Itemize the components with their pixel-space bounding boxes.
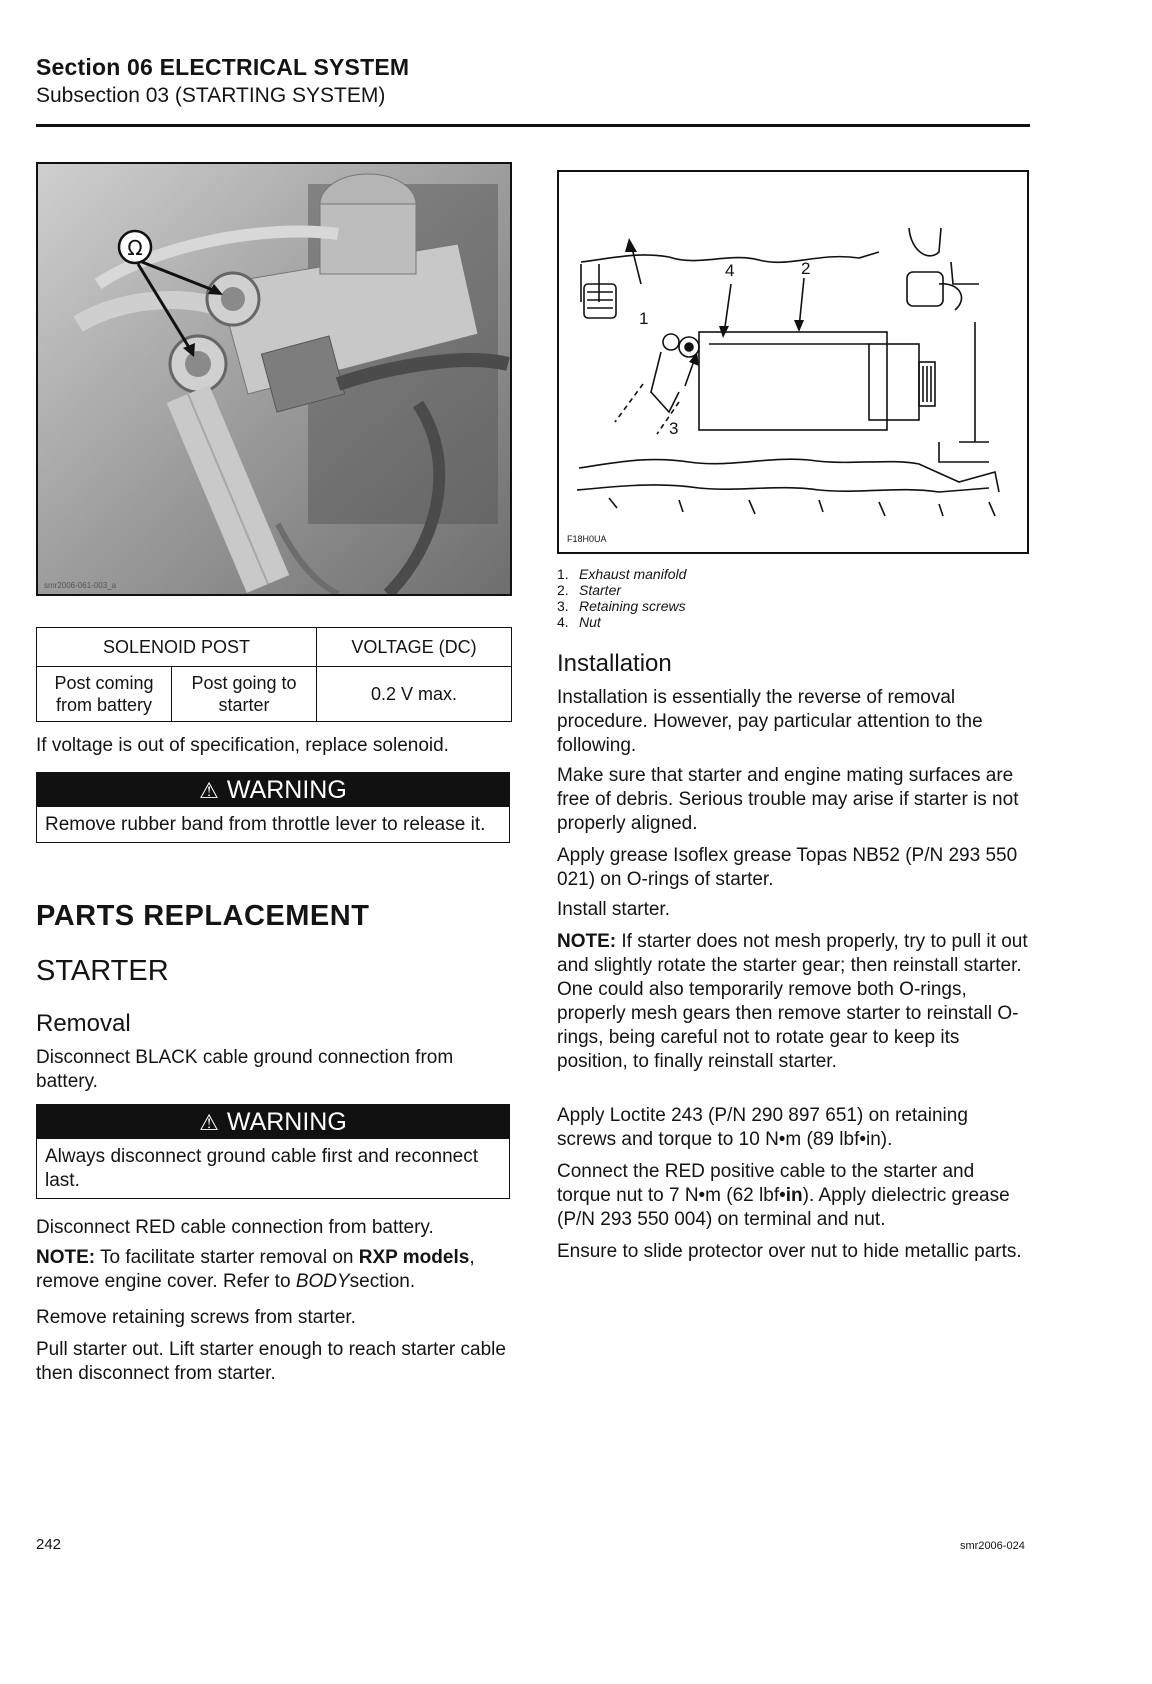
warning-triangle-icon: ⚠: [199, 778, 219, 803]
installation-paragraph-3: Apply grease Isoflex grease Topas NB52 (P/N 293 550 021) on O-rings of starter.: [557, 845, 1018, 890]
table-cell-voltage-value: 0.2 V max.: [317, 667, 512, 722]
table-cell-post-from-battery: Post coming from battery: [37, 667, 172, 722]
caption-1: 1. Exhaust manifold: [557, 566, 687, 582]
note-text-body: BODY: [295, 1271, 350, 1292]
warning-header: [37, 1105, 509, 1139]
diagram-code: F18H0UA: [567, 534, 607, 544]
note-text-e: section.: [349, 1271, 416, 1292]
starter-diagram-illustration: [559, 172, 1027, 552]
starter-heading: STARTER: [36, 955, 169, 987]
starter-diagram: [557, 170, 1029, 554]
installation-paragraph-6: Connect the RED positive cable to the starter and torque nut to 7 N•m (62 lbf•in). Apply dielectric grease (P/N 293 550 004) on terminal and nut.: [557, 1161, 1010, 1230]
warning-title: WARNING: [226, 1108, 347, 1136]
caption-4: 4. Nut: [557, 614, 601, 630]
document-code: smr2006-024: [960, 1540, 1025, 1552]
table-cell-post-to-starter: Post going to starter: [172, 667, 317, 722]
removal-paragraph-1: Disconnect BLACK cable ground connection from battery.: [36, 1047, 454, 1092]
diagram-label-4: 4: [725, 261, 735, 280]
header-rule: [36, 124, 1030, 127]
installation-note: [557, 930, 1031, 1074]
diagram-label-2: 2: [801, 259, 811, 278]
solenoid-photo-illustration: [38, 164, 510, 594]
parts-replacement-heading: PARTS REPLACEMENT: [36, 900, 370, 932]
removal-paragraph-3: Remove retaining screws from starter.: [36, 1307, 356, 1328]
warning-text: Always disconnect ground cable first and reconnect last.: [45, 1146, 479, 1191]
note-text-c: , remove engine cover. Refer to: [36, 1247, 475, 1292]
caption-2: 2. Starter: [557, 582, 622, 598]
table-header-solenoid-post: SOLENOID POST: [37, 628, 317, 667]
installation-paragraph-7: Ensure to slide protector over nut to hide metallic parts.: [557, 1241, 1022, 1262]
solenoid-voltage-table: [36, 627, 512, 722]
section-title: Section 06 ELECTRICAL SYSTEM: [36, 54, 410, 80]
removal-paragraph-2: Disconnect RED cable connection from battery.: [36, 1217, 434, 1238]
caption-3: 3. Retaining screws: [557, 598, 686, 614]
warning-title: WARNING: [226, 776, 347, 804]
installation-paragraph-5: Apply Loctite 243 (P/N 290 897 651) on retaining screws and torque to 10 N•m (89 lbf•in).: [557, 1105, 968, 1150]
note-label: NOTE:: [36, 1247, 96, 1268]
ohm-symbol: Ω: [127, 236, 143, 260]
note-text: If starter does not mesh properly, try to pull it out and slightly rotate the starter gear; then reinstall starter. One could also temporarily remove both O-rings, properly mesh gears then remove starter to reinstall O-rings, being careful not to rotate gear to keep its position, to finally reinstall starter.: [557, 931, 1028, 1072]
warning-box-throttle: [36, 772, 510, 843]
note-label: NOTE:: [557, 931, 617, 952]
table-header-voltage: VOLTAGE (DC): [317, 628, 512, 667]
installation-paragraph-1: Installation is essentially the reverse of removal procedure. However, pay particular attention to the following.: [557, 687, 983, 756]
warning-text: Remove rubber band from throttle lever to release it.: [45, 814, 486, 835]
installation-paragraph-4: Install starter.: [557, 899, 670, 920]
removal-heading: Removal: [36, 1010, 131, 1037]
photo-code: smr2006-061-003_a: [44, 581, 117, 590]
diagram-label-1: 1: [639, 309, 649, 328]
warning-box-ground-cable: [36, 1104, 510, 1199]
diagram-label-3: 3: [669, 419, 679, 438]
voltage-out-paragraph: If voltage is out of specification, replace solenoid.: [36, 735, 449, 756]
note-text-a: To facilitate starter removal on: [100, 1247, 354, 1268]
installation-heading: Installation: [557, 650, 672, 677]
note-text-rxp: RXP models: [358, 1247, 470, 1268]
removal-paragraph-4: Pull starter out. Lift starter enough to reach starter cable then disconnect from starter.: [36, 1339, 506, 1384]
removal-note: [36, 1246, 514, 1294]
subsection-title: Subsection 03 (STARTING SYSTEM): [36, 84, 386, 107]
installation-paragraph-2: Make sure that starter and engine mating surfaces are free of debris. Serious trouble may arise if starter is not properly aligned.: [557, 765, 1019, 834]
page-number: 242: [36, 1536, 62, 1553]
warning-triangle-icon: ⚠: [199, 1110, 219, 1135]
solenoid-photo: [36, 162, 512, 596]
warning-header: [37, 773, 509, 807]
